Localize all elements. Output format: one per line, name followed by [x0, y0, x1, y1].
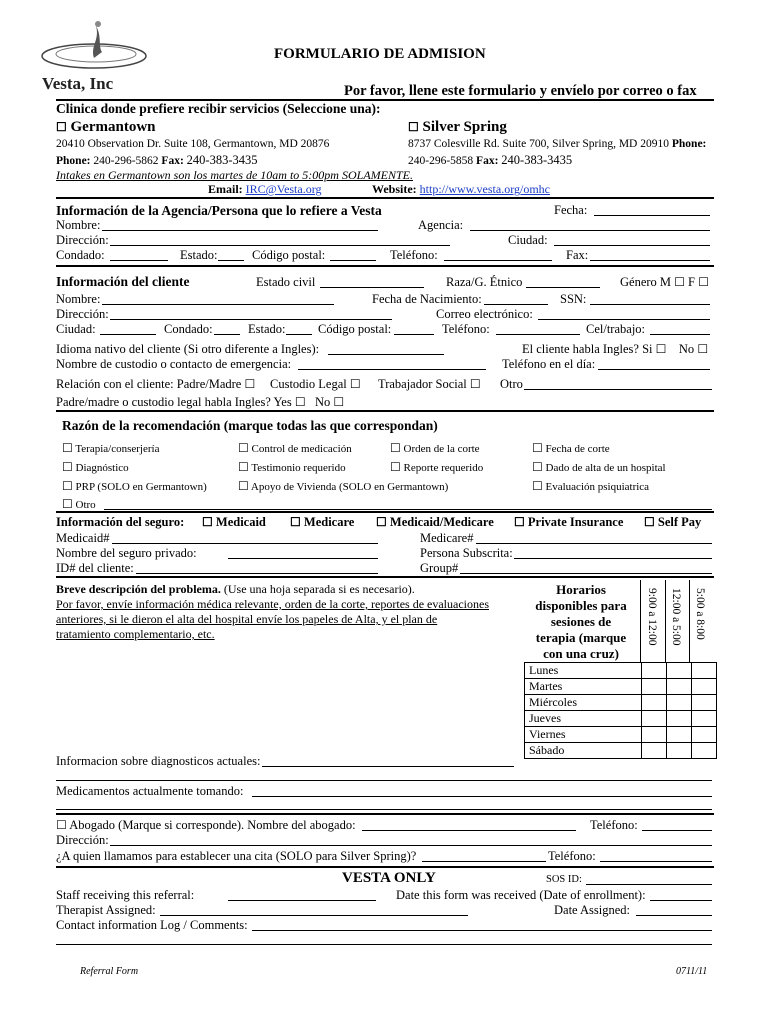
time-afternoon: 12:00 a 5:00: [670, 588, 682, 646]
abogado-direccion-label: Dirección:: [56, 833, 109, 847]
fecha-nac-label: Fecha de Nacimiento:: [372, 292, 482, 306]
medicamentos-field[interactable]: [252, 796, 712, 797]
client-direccion-field[interactable]: [110, 319, 392, 320]
condado-label: Condado:: [56, 248, 105, 262]
schedule-cell[interactable]: [642, 695, 667, 711]
reason-item[interactable]: ☐ Reporte requerido: [390, 460, 484, 474]
telefono-field[interactable]: [444, 260, 552, 261]
ssn-label: SSN:: [560, 292, 587, 306]
privado-label: Nombre del seguro privado:: [56, 546, 197, 560]
email-link[interactable]: IRC@Vesta.org: [245, 182, 322, 196]
padre-habla: Padre/madre o custodio legal habla Ingles? Yes ☐ No ☐: [56, 395, 345, 409]
checkbox-icon[interactable]: ☐: [62, 441, 73, 455]
raza-field[interactable]: [526, 287, 600, 288]
insurance-heading: Información del seguro:: [56, 515, 185, 529]
germantown-address: 20410 Observation Dr. Suite 108, Germantown, MD 20876: [56, 138, 330, 150]
client-estado-label: Estado:: [248, 322, 286, 336]
silver-spring-label: Silver Spring: [422, 119, 507, 135]
reason-item[interactable]: ☐ PRP (SOLO en Germantown): [62, 479, 207, 493]
reason-otro-field[interactable]: [104, 509, 712, 510]
direccion-field[interactable]: [110, 245, 450, 246]
codigo-field[interactable]: [330, 260, 376, 261]
ciudad-label: Ciudad:: [508, 233, 548, 247]
cita-tel-label: Teléfono:: [548, 849, 596, 863]
checkbox-icon[interactable]: ☐: [674, 275, 685, 289]
fax-label: Fax:: [566, 248, 589, 262]
medicare-label: Medicare#: [420, 531, 474, 545]
insurance-medicaid[interactable]: ☐ Medicaid: [202, 515, 266, 529]
client-direccion-label: Dirección:: [56, 307, 109, 321]
clinic-heading: Clinica donde prefiere recibir servicios (Seleccione una):: [56, 101, 381, 116]
abogado-direccion-field[interactable]: [110, 845, 712, 846]
schedule-cell[interactable]: [642, 711, 667, 727]
schedule-row: [525, 727, 717, 743]
germantown-option[interactable]: [56, 119, 156, 136]
schedule-cell[interactable]: [692, 679, 717, 695]
group-label: Group#: [420, 561, 459, 575]
referrer-heading: Información de la Agencia/Persona que lo refiere a Vesta: [56, 203, 382, 218]
date-received-field[interactable]: [650, 900, 712, 901]
schedule-grid: [524, 662, 717, 759]
fecha-nac-field[interactable]: [484, 304, 548, 305]
contact-field[interactable]: [252, 930, 712, 931]
group-field[interactable]: [460, 573, 712, 574]
cita-tel-field[interactable]: [600, 861, 712, 862]
checkbox-icon[interactable]: ☐: [238, 441, 249, 455]
reason-item[interactable]: ☐ Diagnóstico: [62, 460, 129, 474]
therapist-field[interactable]: [160, 915, 468, 916]
genero-label: Género M ☐ F ☐: [620, 275, 709, 289]
telefono-label: Teléfono:: [390, 248, 438, 262]
codigo-label: Código postal:: [252, 248, 326, 262]
day-label: Jueves: [525, 711, 642, 727]
custodio-legal-option[interactable]: Custodio Legal ☐: [270, 377, 361, 391]
therapist-label: Therapist Assigned:: [56, 903, 156, 917]
insurance-self-pay[interactable]: ☐ Self Pay: [644, 515, 702, 529]
client-codigo-label: Código postal:: [318, 322, 392, 336]
client-ciudad-field[interactable]: [100, 334, 156, 335]
staff-label: Staff receiving this referral:: [56, 888, 195, 902]
estado-civil-field[interactable]: [320, 287, 424, 288]
client-heading: Información del cliente: [56, 274, 190, 289]
client-telefono-field[interactable]: [496, 334, 580, 335]
time-morning: 9:00 a 12:00: [646, 588, 658, 646]
staff-field[interactable]: [228, 900, 376, 901]
day-label: Lunes: [525, 663, 642, 679]
custodio-label: Nombre de custodio o contacto de emergencia:: [56, 357, 292, 371]
intakes-note: Intakes en Germantown son los martes de 10am to 5:00pm SOLAMENTE.: [56, 168, 413, 182]
germantown-label: Germantown: [70, 119, 156, 135]
fecha-field[interactable]: [594, 215, 710, 216]
estado-field[interactable]: [218, 260, 244, 261]
checkbox-icon[interactable]: ☐: [644, 515, 655, 529]
schedule-cell[interactable]: [667, 695, 692, 711]
reason-otro[interactable]: ☐ Otro: [62, 497, 96, 511]
cel-field[interactable]: [650, 334, 710, 335]
checkbox-icon[interactable]: ☐: [390, 441, 401, 455]
client-codigo-field[interactable]: [394, 334, 434, 335]
insurance-medicare[interactable]: ☐ Medicare: [290, 515, 355, 529]
problem-line1: Por favor, envíe información médica relevante, orden de la corte, reportes de evaluaciones: [56, 597, 489, 611]
ciudad-field[interactable]: [554, 245, 710, 246]
checkbox-icon[interactable]: ☐: [698, 275, 709, 289]
checkbox-icon[interactable]: ☐: [532, 441, 543, 455]
checkbox-icon[interactable]: ☐: [294, 395, 306, 409]
checkbox-icon[interactable]: ☐: [290, 515, 301, 529]
fecha-label: Fecha:: [554, 203, 588, 217]
medicamentos-label: Medicamentos actualmente tomando:: [56, 784, 244, 798]
reason-item[interactable]: ☐ Testimonio requerido: [238, 460, 346, 474]
reason-item[interactable]: ☐ Control de medicación: [238, 441, 352, 455]
schedule-cell[interactable]: [642, 727, 667, 743]
client-condado-field[interactable]: [214, 334, 240, 335]
agencia-field[interactable]: [470, 230, 710, 231]
reason-item[interactable]: ☐ Orden de la corte: [390, 441, 480, 455]
reason-item[interactable]: ☐ Fecha de corte: [532, 441, 610, 455]
abogado-line: ☐ Abogado (Marque si corresponde). Nombre del abogado:: [56, 818, 356, 832]
schedule-row: [525, 711, 717, 727]
nombre-label: Nombre:: [56, 218, 101, 232]
medicare-field[interactable]: [476, 543, 712, 544]
checkbox-icon[interactable]: ☐: [408, 120, 419, 134]
insurance-medicaid-medicare[interactable]: ☐ Medicaid/Medicare: [376, 515, 494, 529]
agencia-label: Agencia:: [418, 218, 464, 232]
vesta-only-heading: VESTA ONLY: [342, 870, 436, 886]
silver-address: 8737 Colesville Rd. Suite 700, Silver Spring, MD 20910 Phone:: [408, 138, 707, 150]
checkbox-icon[interactable]: ☐: [62, 497, 73, 511]
cita-label: ¿A quien llamamos para establecer una cita (SOLO para Silver Spring)?: [56, 849, 417, 863]
silver-contact: 240-296-5858 Fax: 240-383-3435: [408, 153, 573, 167]
cita-field[interactable]: [422, 861, 546, 862]
condado-field[interactable]: [110, 260, 168, 261]
schedule-cell[interactable]: [667, 743, 692, 759]
schedule-row: [525, 743, 717, 759]
reason-item[interactable]: ☐ Evaluación psiquiatrica: [532, 479, 650, 493]
raza-label: Raza/G. Étnico: [446, 275, 523, 289]
checkbox-icon[interactable]: ☐: [514, 515, 525, 529]
correo-label: Correo electrónico:: [436, 307, 533, 321]
sos-field[interactable]: [586, 884, 712, 885]
ssn-field[interactable]: [590, 304, 710, 305]
client-condado-label: Condado:: [164, 322, 213, 336]
date-assigned-field[interactable]: [636, 915, 712, 916]
schedule-row: [525, 663, 717, 679]
footer-right: 0711/11: [676, 966, 708, 977]
footer-left: Referral Form: [80, 966, 139, 977]
date-received-label: Date this form was received (Date of enrollment):: [396, 888, 646, 902]
day-label: Martes: [525, 679, 642, 695]
insurance-private[interactable]: ☐ Private Insurance: [514, 515, 624, 529]
id-label: ID# del cliente:: [56, 561, 134, 575]
date-assigned-label: Date Assigned:: [554, 903, 631, 917]
reason-item[interactable]: ☐ Apoyo de Vivienda (SOLO en Germantown): [238, 479, 449, 493]
schedule-cell[interactable]: [692, 663, 717, 679]
client-nombre-label: Nombre:: [56, 292, 101, 306]
cel-label: Cel/trabajo:: [586, 322, 646, 336]
problem-line2: anteriores, si le dieron el alta del hospital envíe los papeles de Alta, y el plan de: [56, 612, 438, 626]
privado-field[interactable]: [228, 558, 378, 559]
id-field[interactable]: [136, 573, 378, 574]
relacion-line: Relación con el cliente: Padre/Madre ☐: [56, 377, 256, 391]
medicamentos-field-2[interactable]: [56, 809, 712, 810]
schedule-cell[interactable]: [692, 695, 717, 711]
schedule-cell[interactable]: [692, 743, 717, 759]
checkbox-icon[interactable]: ☐: [238, 460, 249, 474]
checkbox-icon[interactable]: ☐: [56, 818, 67, 832]
schedule-cell[interactable]: [692, 711, 717, 727]
persona-label: Persona Subscrita:: [420, 546, 513, 560]
schedule-cell[interactable]: [642, 743, 667, 759]
contact-field-2[interactable]: [56, 944, 712, 945]
sos-label: SOS ID:: [546, 874, 582, 885]
vesta-logo-mark: [36, 18, 154, 78]
checkbox-icon[interactable]: ☐: [244, 377, 256, 391]
estado-civil-label: Estado civil: [256, 275, 316, 289]
idioma-label: Idioma nativo del cliente (Si otro diferente a Ingles):: [56, 342, 320, 356]
schedule-heading: Horarios disponibles para sesiones de terapia (marque con una cruz): [535, 582, 627, 661]
checkbox-icon[interactable]: ☐: [655, 342, 667, 356]
idioma-field[interactable]: [328, 354, 444, 355]
trabajador-option[interactable]: Trabajador Social ☐: [378, 377, 481, 391]
schedule-row: [525, 695, 717, 711]
medicaid-field[interactable]: [112, 543, 378, 544]
vesta-logo: [36, 18, 154, 98]
abogado-tel-label: Teléfono:: [590, 818, 638, 832]
direccion-label: Dirección:: [56, 233, 109, 247]
telefono-dia-field[interactable]: [598, 369, 710, 370]
day-label: Sábado: [525, 743, 642, 759]
checkbox-icon[interactable]: ☐: [62, 479, 73, 493]
checkbox-icon[interactable]: ☐: [56, 120, 67, 134]
schedule-cell[interactable]: [692, 727, 717, 743]
time-evening: 5:00 a 8:00: [694, 588, 706, 640]
correo-field[interactable]: [538, 319, 710, 320]
fax-field[interactable]: [590, 260, 710, 261]
checkbox-icon[interactable]: ☐: [202, 515, 213, 529]
checkbox-icon[interactable]: ☐: [697, 342, 709, 356]
checkbox-icon[interactable]: ☐: [62, 460, 73, 474]
checkbox-icon[interactable]: ☐: [532, 460, 543, 474]
checkbox-icon[interactable]: ☐: [469, 377, 481, 391]
day-label: Miércoles: [525, 695, 642, 711]
website-link[interactable]: http://www.vesta.org/omhc: [419, 182, 550, 196]
diagnosticos-field[interactable]: [262, 766, 514, 767]
checkbox-icon[interactable]: ☐: [349, 377, 361, 391]
habla-ingles: El cliente habla Ingles? Si ☐ No ☐: [522, 342, 709, 356]
germantown-contact: Phone: 240-296-5862 Fax: 240-383-3435: [56, 153, 258, 167]
checkbox-icon[interactable]: ☐: [532, 479, 543, 493]
client-nombre-field[interactable]: [102, 304, 334, 305]
schedule-cell[interactable]: [642, 679, 667, 695]
estado-label: Estado:: [180, 248, 218, 262]
checkbox-icon[interactable]: ☐: [333, 395, 345, 409]
schedule-cell[interactable]: [667, 663, 692, 679]
silver-spring-option[interactable]: [408, 119, 507, 136]
reason-item[interactable]: ☐ Terapia/conserjería: [62, 441, 160, 455]
abogado-tel-field[interactable]: [642, 830, 712, 831]
schedule-cell[interactable]: [667, 679, 692, 695]
checkbox-icon[interactable]: ☐: [238, 479, 249, 493]
client-telefono-label: Teléfono:: [442, 322, 490, 336]
client-ciudad-label: Ciudad:: [56, 322, 96, 336]
custodio-field[interactable]: [298, 369, 486, 370]
schedule-row: [525, 679, 717, 695]
nombre-field[interactable]: [102, 230, 378, 231]
schedule-cell[interactable]: [667, 711, 692, 727]
otro-label: Otro: [500, 377, 523, 391]
schedule-times: [640, 580, 715, 662]
reason-item[interactable]: ☐ Dado de alta de un hospital: [532, 460, 666, 474]
telefono-dia-label: Teléfono en el día:: [502, 357, 596, 371]
schedule-cell[interactable]: [667, 727, 692, 743]
client-estado-field[interactable]: [286, 334, 312, 335]
checkbox-icon[interactable]: ☐: [376, 515, 387, 529]
email-line: Email: IRC@Vesta.org: [208, 182, 322, 196]
schedule-cell[interactable]: [642, 663, 667, 679]
day-label: Viernes: [525, 727, 642, 743]
problem-heading: Breve descripción del problema. (Use una hoja separada si es necesario).: [56, 582, 415, 596]
abogado-field[interactable]: [362, 830, 576, 831]
otro-field[interactable]: [524, 389, 712, 390]
diagnosticos-label: Informacion sobre diagnosticos actuales:: [56, 754, 261, 768]
contact-label: Contact information Log / Comments:: [56, 918, 248, 932]
logo-text: Vesta, Inc: [42, 74, 114, 93]
form-title: FORMULARIO DE ADMISION: [274, 46, 486, 62]
checkbox-icon[interactable]: ☐: [390, 460, 401, 474]
form-subtitle: Por favor, llene este formulario y envíelo por correo o fax: [344, 83, 697, 99]
website-line: Website: http://www.vesta.org/omhc: [372, 182, 550, 196]
diagnosticos-field-2[interactable]: [56, 780, 712, 781]
persona-field[interactable]: [514, 558, 712, 559]
medicaid-label: Medicaid#: [56, 531, 110, 545]
reasons-heading: Razón de la recomendación (marque todas las que correspondan): [62, 418, 438, 433]
problem-line3: tratamiento complementario, etc.: [56, 627, 215, 641]
